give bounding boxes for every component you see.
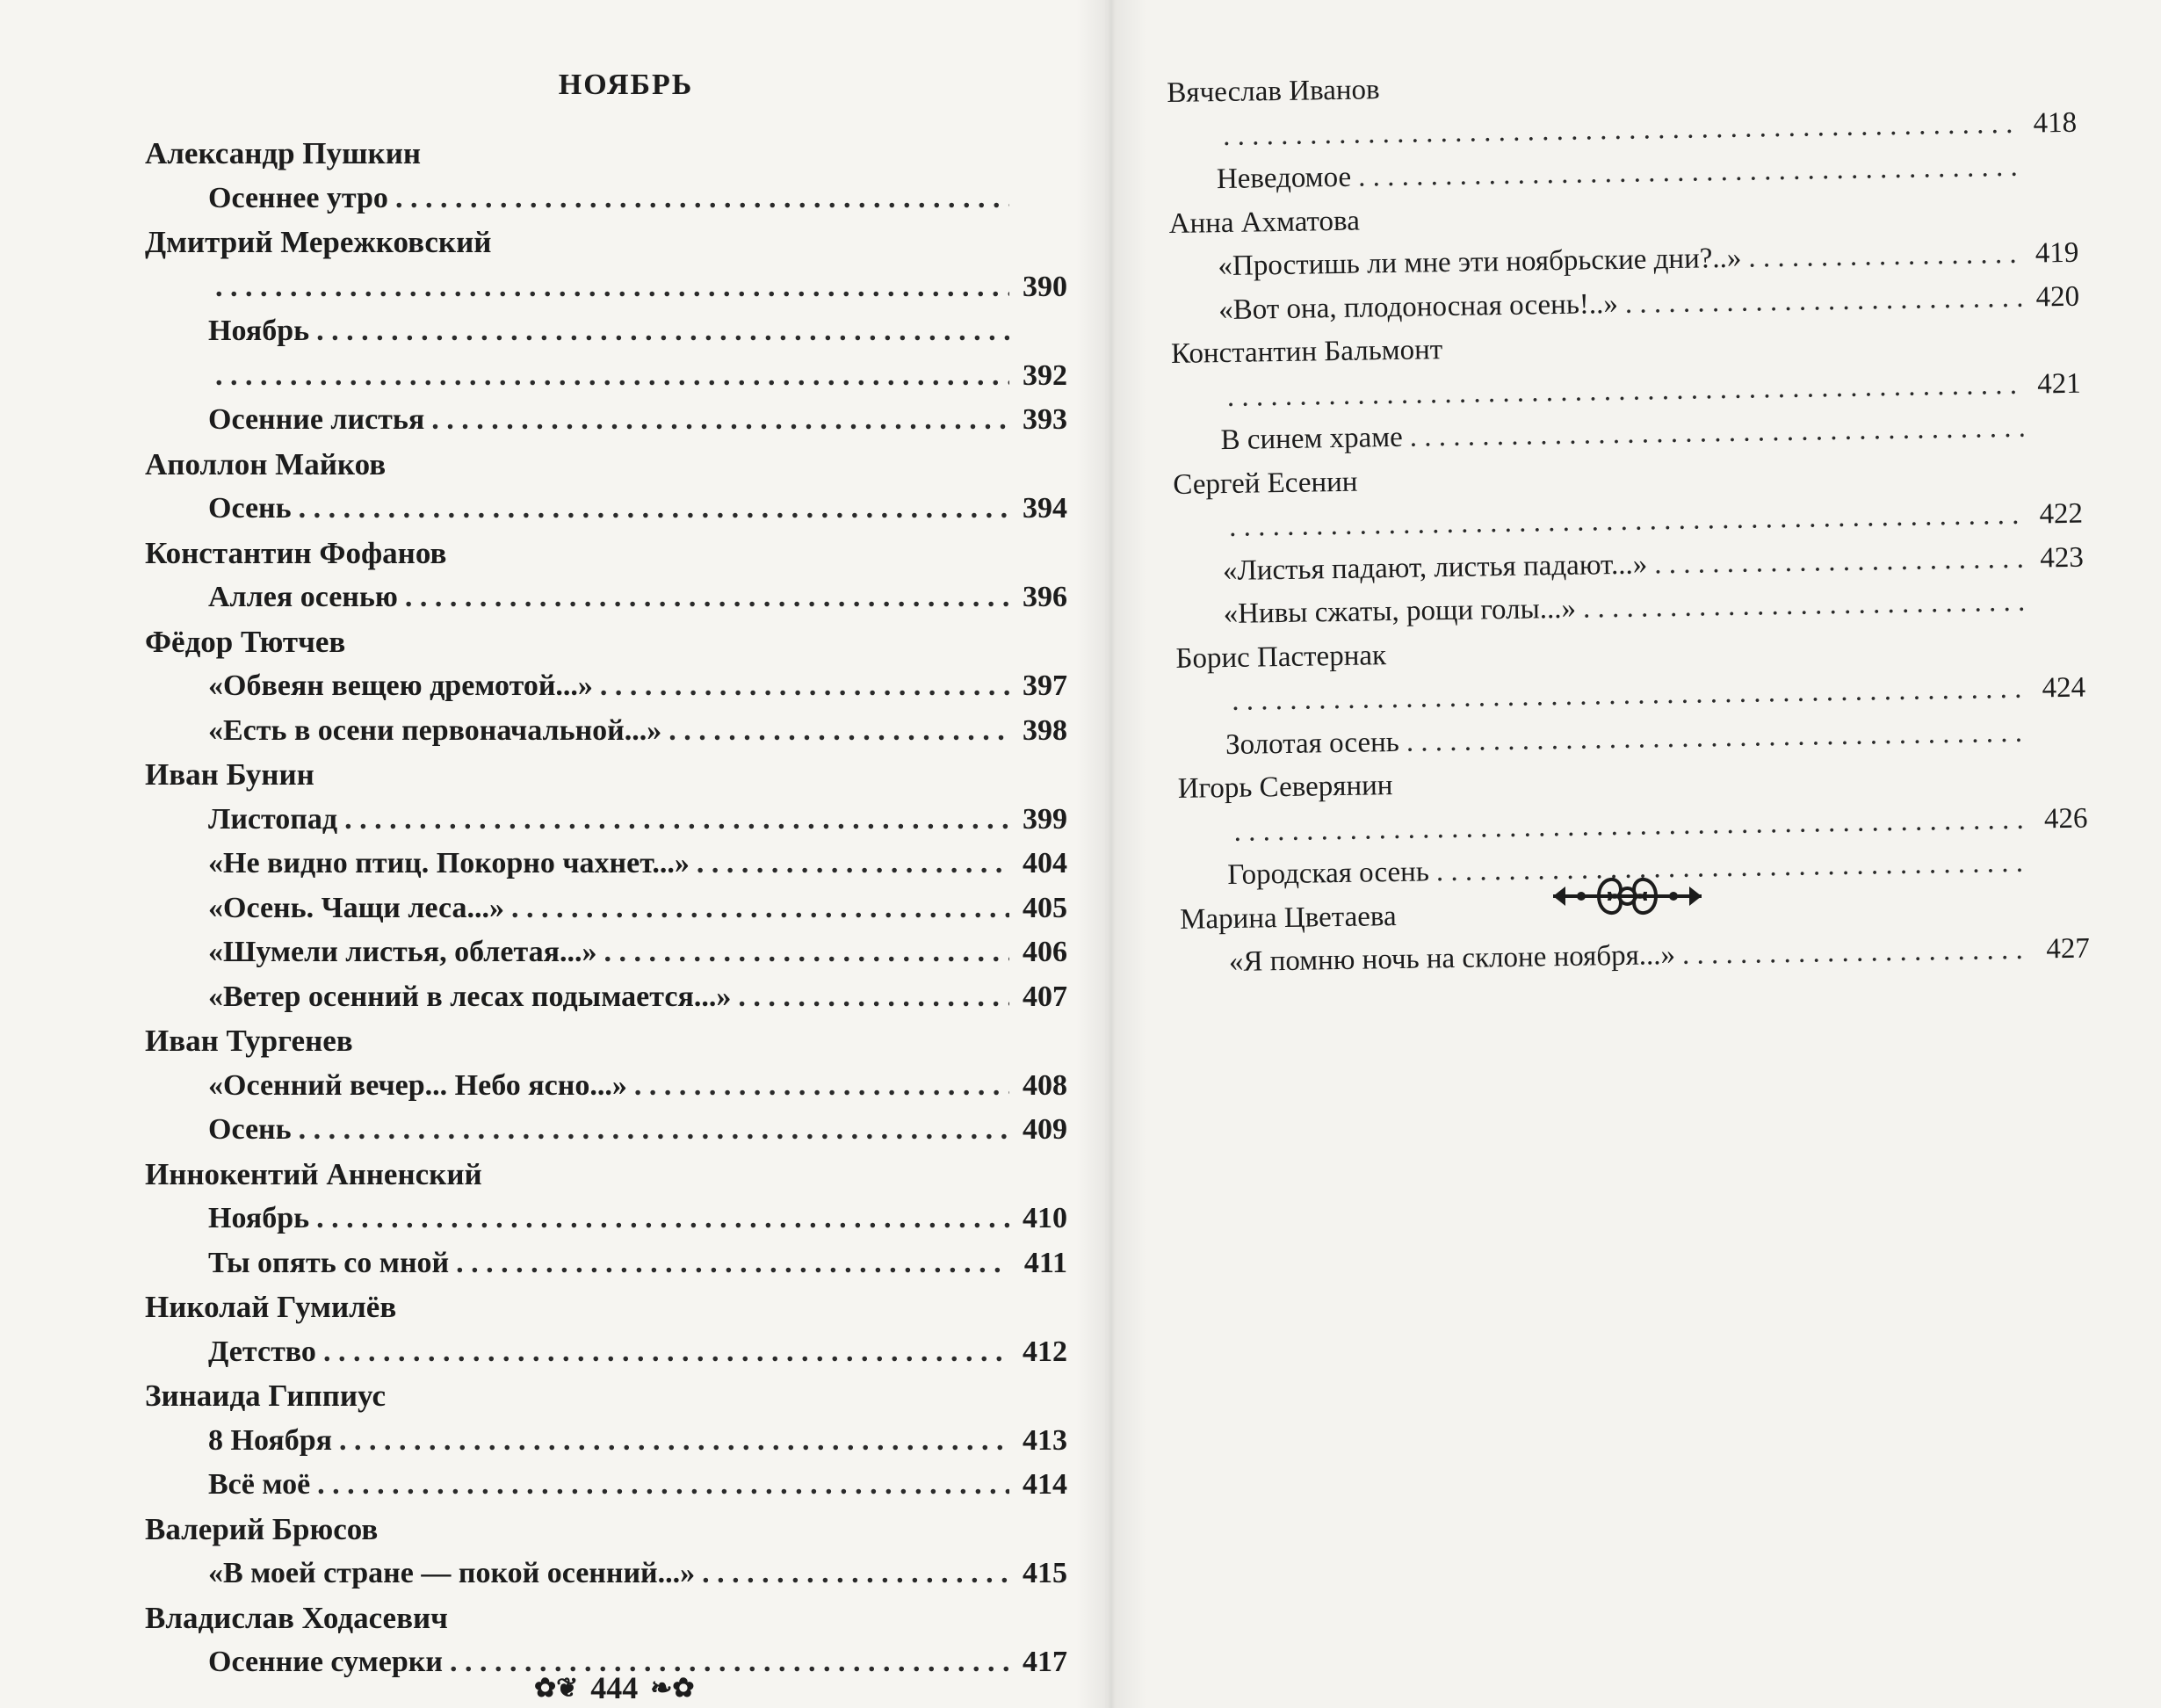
toc-entry-page: 390 — [1023, 270, 1067, 303]
toc-author: Анна Ахматова — [1168, 205, 1361, 240]
toc-leader-dots — [1624, 276, 2021, 326]
toc-entry-page: 412 — [1023, 1335, 1067, 1368]
toc-leader-dots — [511, 887, 1009, 931]
toc-leader-dots — [339, 1419, 1009, 1464]
toc-entry-title: Золотая осень — [1225, 726, 1400, 761]
toc-entry-title: Осеннее утро — [208, 181, 388, 214]
toc-entry — [145, 1064, 1067, 1109]
toc-entry-page: 417 — [1023, 1646, 1067, 1678]
toc-leader-dots — [431, 398, 1009, 443]
toc-entry-page — [2035, 740, 2086, 741]
toc-entry-title: «Нивы сжаты, рощи голы...» — [1223, 592, 1577, 631]
toc-leader-dots — [299, 487, 1009, 532]
toc-entry — [145, 265, 1067, 310]
toc-entry-page: 410 — [1023, 1202, 1067, 1234]
toc-entry-page: 421 — [2036, 367, 2081, 400]
toc-author: Николай Гумилёв — [145, 1290, 397, 1324]
toc-leader-dots — [697, 842, 1009, 887]
toc-entry-page — [2034, 610, 2085, 611]
toc-leader-dots — [215, 265, 1009, 310]
toc-entry — [145, 664, 1067, 709]
toc-entry-title: Детство — [208, 1335, 316, 1368]
toc-leader-dots — [1583, 581, 2027, 631]
toc-entry-page: 407 — [1023, 980, 1067, 1013]
toc-entry-title: «Листья падают, листья падают...» — [1222, 547, 1648, 587]
toc-author: Константин Фофанов — [145, 535, 447, 570]
toc-entry-title: Осень — [208, 1113, 292, 1146]
toc-entry-page: 415 — [1023, 1557, 1067, 1589]
toc-entry-title: Осенние листья — [208, 403, 425, 436]
toc-leader-dots — [323, 1330, 1009, 1375]
toc-entry-title: В синем храме — [1220, 421, 1404, 457]
toc-entry-page: 408 — [1023, 1068, 1067, 1102]
toc-entry — [145, 487, 1067, 532]
toc-author: Валерий Брюсов — [145, 1511, 379, 1546]
ornament-icon — [1546, 865, 1709, 927]
toc-entry-page: 413 — [1023, 1423, 1067, 1457]
toc-leader-dots — [299, 1108, 1009, 1153]
toc-entry-title: «Я помню ночь на склоне ноября...» — [1228, 939, 1676, 979]
toc-entry — [145, 354, 1067, 399]
toc-entry — [145, 177, 1067, 221]
toc-leader-dots — [603, 930, 1009, 975]
toc-entry-title: «Обвеян вещею дремотой...» — [208, 669, 593, 702]
section-title: НОЯБРЬ — [558, 69, 694, 101]
toc-author: Аполлон Майков — [145, 446, 387, 481]
toc-entry-page: 409 — [1023, 1113, 1067, 1146]
toc-entry-title: 8 Ноября — [208, 1423, 332, 1457]
toc-leader-dots — [634, 1064, 1009, 1109]
toc-entry-title: Осенние сумерки — [208, 1646, 443, 1678]
toc-leader-dots — [702, 1552, 1009, 1596]
toc-entry-page — [2031, 436, 2082, 437]
toc-entry-title: «Есть в осени первоначальной...» — [208, 713, 662, 747]
toc-entry — [145, 709, 1067, 754]
toc-entry-page: 426 — [2043, 802, 2088, 835]
toc-entry-page: 419 — [2035, 236, 2079, 270]
toc-entry-title: Всё моё — [208, 1468, 311, 1501]
toc-entry-title: «Осенний вечер... Небо ясно...» — [208, 1068, 627, 1102]
toc-entry-page: 414 — [1023, 1468, 1067, 1501]
toc-author: Зинаида Гиппиус — [145, 1379, 386, 1413]
toc-entry-title: Листопад — [208, 802, 338, 836]
toc-author: Иван Бунин — [145, 757, 314, 792]
toc-entry-title: Ноябрь — [208, 315, 310, 347]
toc-entry — [145, 798, 1067, 843]
toc-entry-title: «Шумели листья, облетая...» — [208, 936, 597, 968]
toc-entry — [145, 1419, 1067, 1464]
toc-entry-page: 423 — [2040, 541, 2085, 574]
toc-entry — [145, 398, 1067, 443]
toc-entry-page: 393 — [1023, 403, 1067, 436]
toc-entry-page: 427 — [2046, 932, 2091, 966]
toc-leader-dots — [456, 1241, 1009, 1286]
toc-leader-dots — [316, 1197, 1009, 1241]
toc-leader-dots — [316, 309, 1009, 354]
folio-ornament-right-icon: ❧✿ — [650, 1673, 695, 1703]
toc-entry — [145, 1108, 1067, 1153]
toc-leader-dots — [1682, 929, 2033, 978]
toc-leader-dots — [1654, 537, 2026, 586]
toc-leader-dots — [215, 354, 1009, 399]
toc-author: Владислав Ходасевич — [145, 1600, 448, 1635]
toc-entry-title: Ты опять со мной — [208, 1246, 450, 1279]
page-number-text: 444 — [590, 1670, 639, 1705]
toc-entry-title: «Простишь ли мне эти ноябрьские дни?..» — [1218, 242, 1742, 283]
toc-author: Фёдор Тютчев — [145, 624, 346, 659]
toc-left — [145, 132, 1067, 1685]
toc-entry-page: 404 — [1023, 847, 1067, 879]
toc-entry-page: 392 — [1023, 358, 1067, 392]
toc-entry — [145, 1552, 1067, 1596]
toc-entry — [145, 1463, 1067, 1508]
toc-author: Дмитрий Мережковский — [145, 225, 492, 259]
toc-entry-page: 411 — [1023, 1246, 1067, 1279]
toc-leader-dots — [600, 664, 1009, 709]
toc-entry — [145, 1330, 1067, 1375]
toc-entry-page: 420 — [2035, 280, 2080, 313]
toc-author: Марина Цветаева — [1179, 900, 1397, 936]
toc-author: Сергей Есенин — [1173, 466, 1358, 501]
book-gutter — [1076, 0, 1146, 1708]
toc-leader-dots — [669, 709, 1009, 754]
toc-entry-title: «В моей стране — покой осенний...» — [208, 1557, 696, 1589]
toc-entry-page: 398 — [1023, 713, 1067, 747]
toc-entry — [145, 309, 1067, 354]
toc-leader-dots — [738, 975, 1009, 1020]
page-number — [534, 1669, 695, 1706]
toc-entry-title: «Вот она, плодоносная осень!..» — [1218, 287, 1619, 326]
toc-entry-page: 405 — [1023, 891, 1067, 924]
toc-entry — [145, 930, 1067, 975]
toc-entry-title: Неведомое — [1216, 161, 1352, 196]
toc-author: Иван Тургенев — [145, 1024, 353, 1058]
toc-entry — [145, 842, 1067, 887]
toc-author: Иннокентий Анненский — [145, 1156, 482, 1191]
toc-entry-page: 422 — [2039, 497, 2084, 531]
toc-entry-page: 397 — [1023, 669, 1067, 702]
toc-author: Константин Бальмонт — [1170, 334, 1443, 370]
toc-entry-title: Ноябрь — [208, 1202, 310, 1234]
toc-entry-title: Осень — [208, 492, 292, 525]
toc-entry-page — [2027, 175, 2078, 176]
toc-entry-title: Городская осень — [1227, 856, 1430, 892]
toc-leader-dots — [395, 177, 1009, 221]
toc-author: Борис Пастернак — [1175, 639, 1387, 675]
toc-entry — [145, 1241, 1067, 1286]
toc-leader-dots — [405, 575, 1009, 620]
toc-entry-page: 406 — [1023, 936, 1067, 968]
toc-entry-title: Аллея осенью — [208, 581, 398, 613]
toc-leader-dots — [1748, 233, 2021, 280]
toc-entry-title: «Осень. Чащи леса...» — [208, 891, 504, 924]
toc-right — [1167, 58, 2090, 986]
folio-ornament-left-icon: ✿❦ — [534, 1673, 579, 1703]
toc-author: Вячеслав Иванов — [1167, 74, 1380, 109]
toc-author: Александр Пушкин — [145, 136, 422, 170]
toc-entry — [145, 975, 1067, 1020]
toc-entry — [145, 575, 1067, 620]
toc-entry-title: «Ветер осенний в лесах подымается...» — [208, 980, 732, 1013]
toc-entry-page: 424 — [2042, 671, 2086, 705]
toc-entry-page: 418 — [2033, 106, 2078, 140]
toc-entry-page — [2037, 871, 2088, 872]
toc-author: Игорь Северянин — [1177, 770, 1393, 805]
toc-leader-dots — [344, 798, 1009, 843]
toc-entry — [145, 1197, 1067, 1241]
toc-leader-dots — [317, 1463, 1009, 1508]
toc-entry-page: 399 — [1023, 802, 1067, 836]
toc-entry-page: 394 — [1023, 492, 1067, 525]
toc-entry-title: «Не видно птиц. Покорно чахнет...» — [208, 847, 690, 879]
toc-entry — [145, 887, 1067, 931]
toc-entry-page: 396 — [1023, 581, 1067, 613]
